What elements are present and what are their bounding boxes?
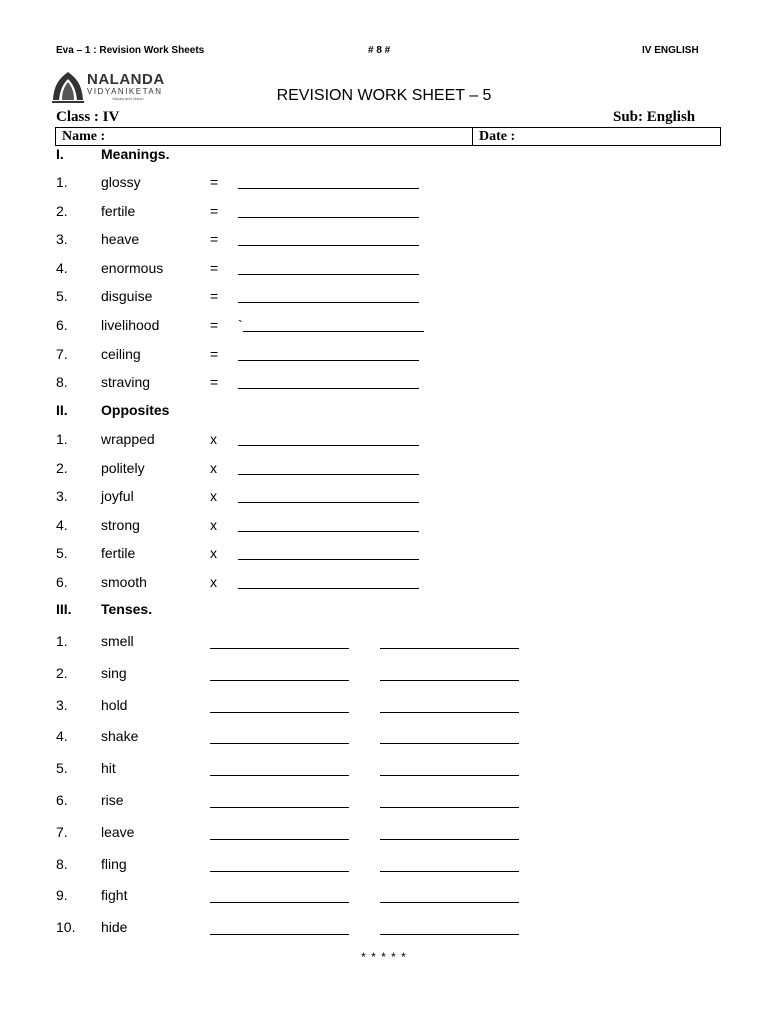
section-title: Tenses.	[101, 601, 153, 617]
item-word: hit	[101, 760, 116, 777]
equals-sign: =	[210, 174, 219, 190]
item-word: smooth	[101, 574, 147, 590]
item-word: fight	[101, 887, 128, 904]
past-participle-blank[interactable]	[380, 839, 519, 840]
equals-sign: =	[210, 317, 219, 333]
answer-blank[interactable]	[238, 559, 419, 560]
header-page-number: # 8 #	[368, 45, 391, 56]
item-number: 8.	[56, 374, 68, 391]
opposite-x-sign: x	[210, 459, 217, 476]
item-number: 4.	[56, 516, 68, 533]
item-number: 4.	[56, 728, 68, 745]
subject-label: Sub: English	[613, 109, 696, 125]
item-word: joyful	[101, 488, 134, 505]
stray-mark: `	[238, 317, 243, 333]
item-number: 3.	[56, 231, 68, 248]
item-number: 6.	[56, 792, 68, 808]
equals-sign: =	[210, 231, 219, 248]
logo-name: NALANDA	[87, 71, 165, 88]
section-title: Meanings.	[101, 146, 170, 162]
item-number: 6.	[56, 317, 68, 333]
item-word: fertile	[101, 202, 136, 219]
answer-blank[interactable]	[238, 531, 419, 532]
past-tense-blank[interactable]	[210, 743, 349, 744]
item-number: 7.	[56, 345, 68, 362]
equals-sign: =	[210, 345, 219, 362]
equals-sign: =	[210, 259, 219, 276]
item-word: heave	[101, 231, 140, 248]
opposite-x-sign: x	[210, 431, 217, 447]
date-label: Date :	[479, 129, 516, 144]
name-date-box	[55, 127, 721, 146]
item-word: hide	[101, 919, 128, 936]
name-date-divider	[472, 128, 473, 145]
item-number: 1.	[56, 174, 68, 190]
item-word: smell	[101, 633, 134, 649]
item-word: politely	[101, 459, 145, 476]
answer-blank[interactable]	[238, 360, 419, 361]
past-participle-blank[interactable]	[380, 648, 519, 649]
section-title: Opposites	[101, 402, 170, 418]
item-word: fling	[101, 855, 127, 872]
opposite-x-sign: x	[210, 545, 217, 562]
logo-sub: VIDYANIKETAN	[87, 87, 163, 96]
past-tense-blank[interactable]	[210, 807, 349, 808]
answer-blank[interactable]	[238, 388, 419, 389]
item-word: rise	[101, 792, 124, 808]
answer-blank[interactable]	[238, 445, 419, 446]
answer-blank[interactable]	[238, 474, 419, 475]
item-word: wrapped	[101, 431, 155, 447]
item-word: hold	[101, 696, 128, 713]
item-word: livelihood	[101, 317, 160, 333]
past-participle-blank[interactable]	[380, 680, 519, 681]
item-number: 7.	[56, 823, 68, 840]
past-tense-blank[interactable]	[210, 871, 349, 872]
answer-blank[interactable]	[238, 188, 419, 189]
past-tense-blank[interactable]	[210, 712, 349, 713]
past-tense-blank[interactable]	[210, 839, 349, 840]
item-word: sing	[101, 664, 127, 681]
item-word: straving	[101, 374, 151, 391]
end-stars: * * * * *	[361, 950, 407, 964]
past-tense-blank[interactable]	[210, 775, 349, 776]
item-number: 9.	[56, 887, 68, 904]
opposite-x-sign: x	[210, 574, 217, 590]
past-tense-blank[interactable]	[210, 680, 349, 681]
past-participle-blank[interactable]	[380, 871, 519, 872]
name-label: Name :	[62, 129, 106, 144]
section-roman: I.	[56, 146, 64, 162]
answer-blank[interactable]	[238, 217, 419, 218]
past-participle-blank[interactable]	[380, 743, 519, 744]
equals-sign: =	[210, 202, 219, 219]
item-number: 1.	[56, 431, 68, 447]
item-number: 5.	[56, 288, 68, 305]
past-tense-blank[interactable]	[210, 648, 349, 649]
item-number: 2.	[56, 459, 68, 476]
item-number: 2.	[56, 202, 68, 219]
item-word: enormous	[101, 259, 164, 276]
item-number: 3.	[56, 488, 68, 505]
item-word: ceiling	[101, 345, 141, 362]
past-participle-blank[interactable]	[380, 934, 519, 935]
answer-blank[interactable]	[238, 274, 419, 275]
item-number: 8.	[56, 855, 68, 872]
equals-sign: =	[210, 374, 219, 391]
past-tense-blank[interactable]	[210, 934, 349, 935]
item-word: shake	[101, 728, 139, 745]
item-number: 10.	[56, 919, 76, 936]
item-number: 2.	[56, 664, 68, 681]
past-participle-blank[interactable]	[380, 775, 519, 776]
logo-tagline: Values and Vision	[112, 96, 144, 101]
answer-blank[interactable]	[243, 331, 424, 332]
item-number: 5.	[56, 545, 68, 562]
item-word: disguise	[101, 288, 153, 305]
past-participle-blank[interactable]	[380, 807, 519, 808]
item-number: 6.	[56, 574, 68, 590]
item-word: strong	[101, 516, 140, 533]
equals-sign: =	[210, 288, 219, 305]
item-number: 5.	[56, 760, 68, 777]
section-roman: III.	[56, 601, 72, 617]
opposite-x-sign: x	[210, 516, 217, 533]
item-word: glossy	[101, 174, 141, 190]
item-number: 4.	[56, 259, 68, 276]
header-right: IV ENGLISH	[642, 45, 699, 56]
header-left: Eva – 1 : Revision Work Sheets	[56, 45, 205, 56]
answer-blank[interactable]	[238, 588, 419, 589]
answer-blank[interactable]	[238, 502, 419, 503]
item-word: leave	[101, 823, 135, 840]
section-roman: II.	[56, 402, 68, 418]
class-label: Class : IV	[56, 109, 120, 125]
past-tense-blank[interactable]	[210, 902, 349, 903]
opposite-x-sign: x	[210, 488, 217, 505]
worksheet-title: REVISION WORK SHEET – 5	[276, 87, 492, 104]
answer-blank[interactable]	[238, 245, 419, 246]
past-participle-blank[interactable]	[380, 902, 519, 903]
answer-blank[interactable]	[238, 302, 419, 303]
past-participle-blank[interactable]	[380, 712, 519, 713]
item-number: 3.	[56, 696, 68, 713]
item-word: fertile	[101, 545, 136, 562]
item-number: 1.	[56, 633, 68, 649]
